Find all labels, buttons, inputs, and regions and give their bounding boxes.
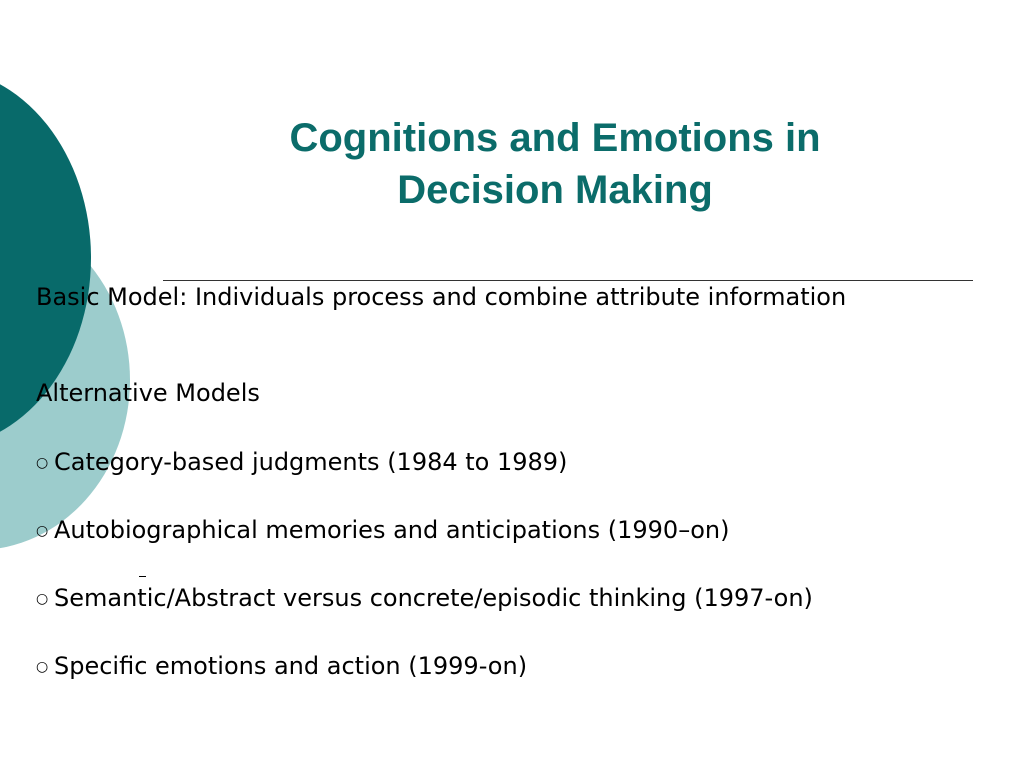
bullet-item [36, 653, 527, 681]
bullet-text: Category-based judgments (1984 to 1989) [54, 448, 568, 476]
title-line-2: Decision Making [397, 168, 713, 212]
bullet-circle-icon: ○ [36, 523, 49, 539]
stray-dash-mark [139, 576, 146, 577]
bullet-item [36, 449, 567, 477]
bullet-circle-icon: ○ [36, 455, 49, 471]
bullet-text: Specific emotions and action (1999-on) [54, 652, 528, 680]
alternative-models-heading: Alternative Models [36, 379, 260, 407]
bullet-item [36, 585, 813, 613]
title-line-1: Cognitions and Emotions in [289, 116, 821, 160]
basic-model-text: Basic Model: Individuals process and combine attribute information [36, 283, 847, 311]
bullet-circle-icon: ○ [36, 659, 49, 675]
slide-title [200, 112, 910, 216]
bullet-text: Semantic/Abstract versus concrete/episodic thinking (1997-on) [54, 584, 813, 612]
bullet-item [36, 517, 729, 545]
bullet-circle-icon: ○ [36, 591, 49, 607]
bullet-text: Autobiographical memories and anticipations (1990–on) [54, 516, 730, 544]
title-divider [163, 280, 973, 281]
